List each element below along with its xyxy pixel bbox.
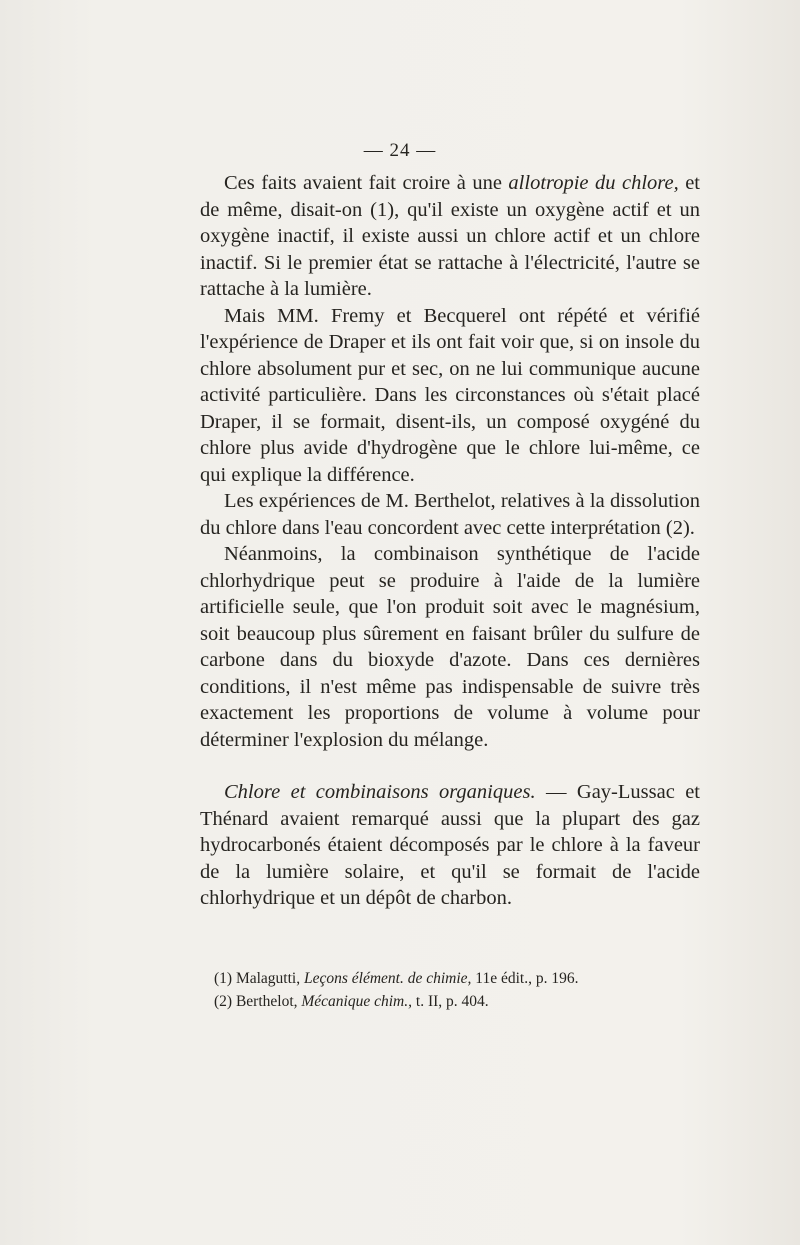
footnote-text: (1) Malagutti, <box>214 970 304 987</box>
footnote-title: Leçons élément. de chimie, <box>303 970 472 987</box>
paragraph-text: et de même, disait-on (1), qu'il existe un oxygène actif et un oxygène inactif, il existe aussi un chlore actif et un chlore inactif. Si le premier état se rattache à l'électricité, l'autre se rattache à la lumière. <box>200 172 700 300</box>
page-number: — 24 — <box>363 140 437 161</box>
footnote-text: 11e édit., p. 196. <box>471 970 579 987</box>
body-text <box>200 170 700 912</box>
section-heading: Chlore et combinaisons organiques. <box>224 781 536 803</box>
paragraph-berthelot <box>200 488 700 541</box>
paragraph-synthese <box>200 541 700 753</box>
paragraph-text: Mais MM. Fremy et Becquerel ont répété et vérifié l'expérience de Draper et ils ont fait voir que, si on insole du chlore absolument pur et sec, on ne lui communique aucune activité particulière. Dans les circonstances où s'était placé Draper, il se formait, disent-ils, un composé oxygéné du chlore plus avide d'hydrogène que le chlore lui-même, ce qui explique la différence. <box>200 304 700 486</box>
paragraph-allotropie <box>200 170 700 303</box>
footnote-text: (2) Berthelot, <box>214 993 302 1010</box>
paragraph-fremy-becquerel <box>200 303 700 489</box>
footnote-2 <box>200 990 700 1013</box>
paragraph-text: Les expériences de M. Berthelot, relatives à la dissolution du chlore dans l'eau concordent avec cette interprétation (2). <box>200 490 700 539</box>
paragraph-text: Néanmoins, la combinaison synthétique de l'acide chlorhydrique peut se produire à l'aide de la lumière artificielle seule, que l'on produit soit avec le magnésium, soit beaucoup plus sûrement en faisant brûler du sulfure de carbone dans du bioxyde d'azote. Dans ces dernières conditions, il n'est même pas indispensable de suivre très exactement les proportions de volume à volume pour déterminer l'explosion du mélange. <box>200 543 700 751</box>
footnotes <box>200 967 700 1013</box>
italic-term: allotropie du chlore, <box>508 172 679 194</box>
footnote-1 <box>200 967 700 990</box>
footnote-title: Mécanique chim., <box>301 993 413 1010</box>
paragraph-text: — Gay-Lussac et Thénard avaient remarqué aussi que la plupart des gaz hydrocarbonés étaient décomposés par le chlore à la faveur de la lumière solaire, et qu'il se formait de l'acide chlorhydrique et un dépôt de charbon. <box>200 781 701 909</box>
paragraph-chlore-organiques <box>200 779 700 912</box>
footnote-text: t. II, p. 404. <box>412 993 489 1010</box>
paragraph-text: Ces faits avaient fait croire à une <box>224 172 509 194</box>
